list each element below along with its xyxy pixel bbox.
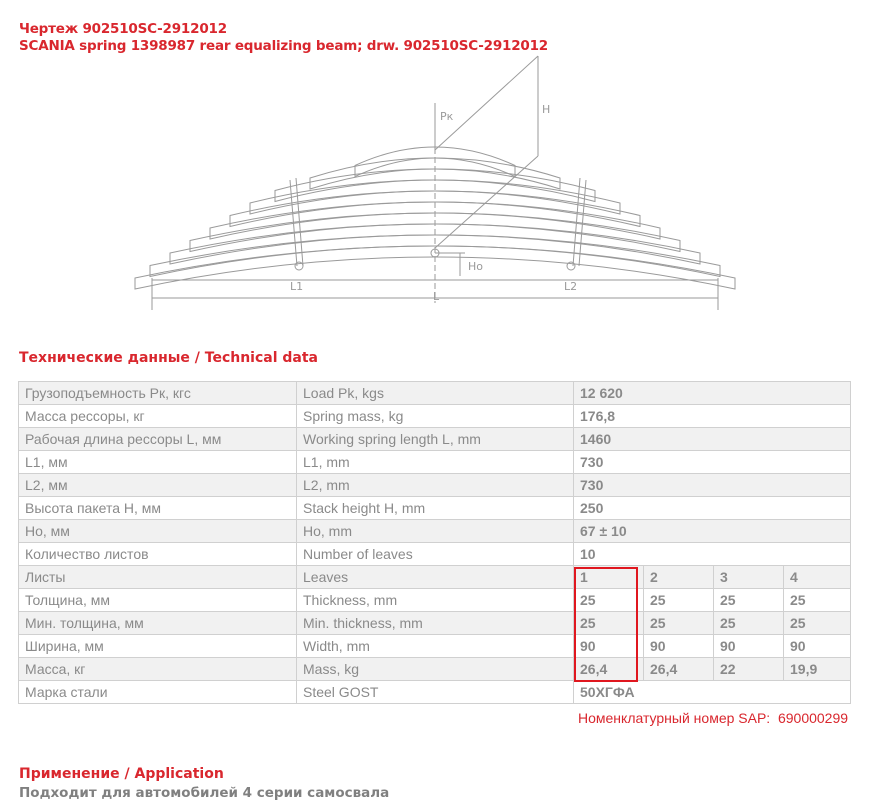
sap-value: 690000299 <box>777 710 849 726</box>
param-name-ru: Толщина, мм <box>19 589 297 612</box>
l-label: L <box>433 290 440 303</box>
leaf-value: 25 <box>714 589 784 612</box>
table-row <box>19 382 851 405</box>
param-name-ru: Ширина, мм <box>19 635 297 658</box>
technical-data-heading: Технические данные / Technical data <box>19 350 319 366</box>
leaf-value: 25 <box>644 589 714 612</box>
leaf-value: 19,9 <box>784 658 851 681</box>
leaf-value: 25 <box>574 589 644 612</box>
param-name-en: L1, mm <box>297 451 574 474</box>
table-row <box>19 405 851 428</box>
param-value: 250 <box>574 497 851 520</box>
param-name-en: Spring mass, kg <box>297 405 574 428</box>
param-name-ru: Высота пакета H, мм <box>19 497 297 520</box>
leaf-value: 26,4 <box>574 658 644 681</box>
param-value: 730 <box>574 451 851 474</box>
sap-number <box>578 710 848 726</box>
param-value: 12 620 <box>574 382 851 405</box>
table-row <box>19 589 851 612</box>
param-name-en: Working spring length L, mm <box>297 428 574 451</box>
param-name-ru: Мин. толщина, мм <box>19 612 297 635</box>
param-name-en: Thickness, mm <box>297 589 574 612</box>
leaf-value: 25 <box>714 612 784 635</box>
table-row <box>19 635 851 658</box>
param-name-en: Width, mm <box>297 635 574 658</box>
l2-label: L2 <box>564 280 578 293</box>
application-heading: Применение / Application <box>19 766 224 782</box>
param-name-en: Steel GOST <box>297 681 574 704</box>
leaf-1-highlight <box>574 567 638 682</box>
leaf-value: 2 <box>644 566 714 589</box>
param-name-ru: Марка стали <box>19 681 297 704</box>
drawing-title-ru: Чертеж 902510SC-2912012 <box>19 21 227 37</box>
param-name-ru: Количество листов <box>19 543 297 566</box>
leaf-value: 4 <box>784 566 851 589</box>
leaf-value: 25 <box>644 612 714 635</box>
ho-label: Ho <box>468 260 484 273</box>
param-value: 10 <box>574 543 851 566</box>
param-value: 50ХГФА <box>574 681 851 704</box>
param-name-en: Stack height H, mm <box>297 497 574 520</box>
leaf-value: 1 <box>574 566 644 589</box>
table-row <box>19 566 851 589</box>
l1-label: L1 <box>290 280 304 293</box>
param-value: 176,8 <box>574 405 851 428</box>
leaf-value: 25 <box>574 612 644 635</box>
leaf-value: 26,4 <box>644 658 714 681</box>
table-row <box>19 451 851 474</box>
param-name-ru: Масса рессоры, кг <box>19 405 297 428</box>
leaf-value: 90 <box>644 635 714 658</box>
param-value: 1460 <box>574 428 851 451</box>
sap-label: Номенклатурный номер SAP: <box>578 710 771 726</box>
leaf-spring-drawing <box>110 48 760 310</box>
leaf-value: 22 <box>714 658 784 681</box>
leaf-value: 25 <box>784 612 851 635</box>
param-name-en: Min. thickness, mm <box>297 612 574 635</box>
table-row <box>19 658 851 681</box>
table-row <box>19 520 851 543</box>
param-name-en: Leaves <box>297 566 574 589</box>
pk-label: Pк <box>440 110 454 123</box>
param-name-ru: Листы <box>19 566 297 589</box>
table-row <box>19 681 851 704</box>
drawing-title-en: SCANIA spring 1398987 rear equalizing beam; drw. 902510SC-2912012 <box>19 38 549 54</box>
param-name-ru: Масса, кг <box>19 658 297 681</box>
param-value: 67 ± 10 <box>574 520 851 543</box>
application-text: Подходит для автомобилей 4 серии самосвала <box>19 785 390 801</box>
param-name-en: Ho, mm <box>297 520 574 543</box>
param-name-ru: Рабочая длина рессоры L, мм <box>19 428 297 451</box>
h-label: H <box>542 103 551 116</box>
technical-data-table <box>18 381 851 704</box>
param-value: 730 <box>574 474 851 497</box>
leaf-value: 90 <box>574 635 644 658</box>
table-row <box>19 612 851 635</box>
table-row <box>19 497 851 520</box>
param-name-en: Mass, kg <box>297 658 574 681</box>
table-row <box>19 543 851 566</box>
table-row <box>19 428 851 451</box>
param-name-en: Number of leaves <box>297 543 574 566</box>
param-name-ru: Грузоподъемность Pк, кгс <box>19 382 297 405</box>
leaf-value: 3 <box>714 566 784 589</box>
table-row <box>19 474 851 497</box>
param-name-ru: L1, мм <box>19 451 297 474</box>
leaf-value: 90 <box>784 635 851 658</box>
leaf-value: 25 <box>784 589 851 612</box>
leaf-value: 90 <box>714 635 784 658</box>
param-name-en: L2, mm <box>297 474 574 497</box>
param-name-en: Load Pk, kgs <box>297 382 574 405</box>
param-name-ru: Ho, мм <box>19 520 297 543</box>
param-name-ru: L2, мм <box>19 474 297 497</box>
